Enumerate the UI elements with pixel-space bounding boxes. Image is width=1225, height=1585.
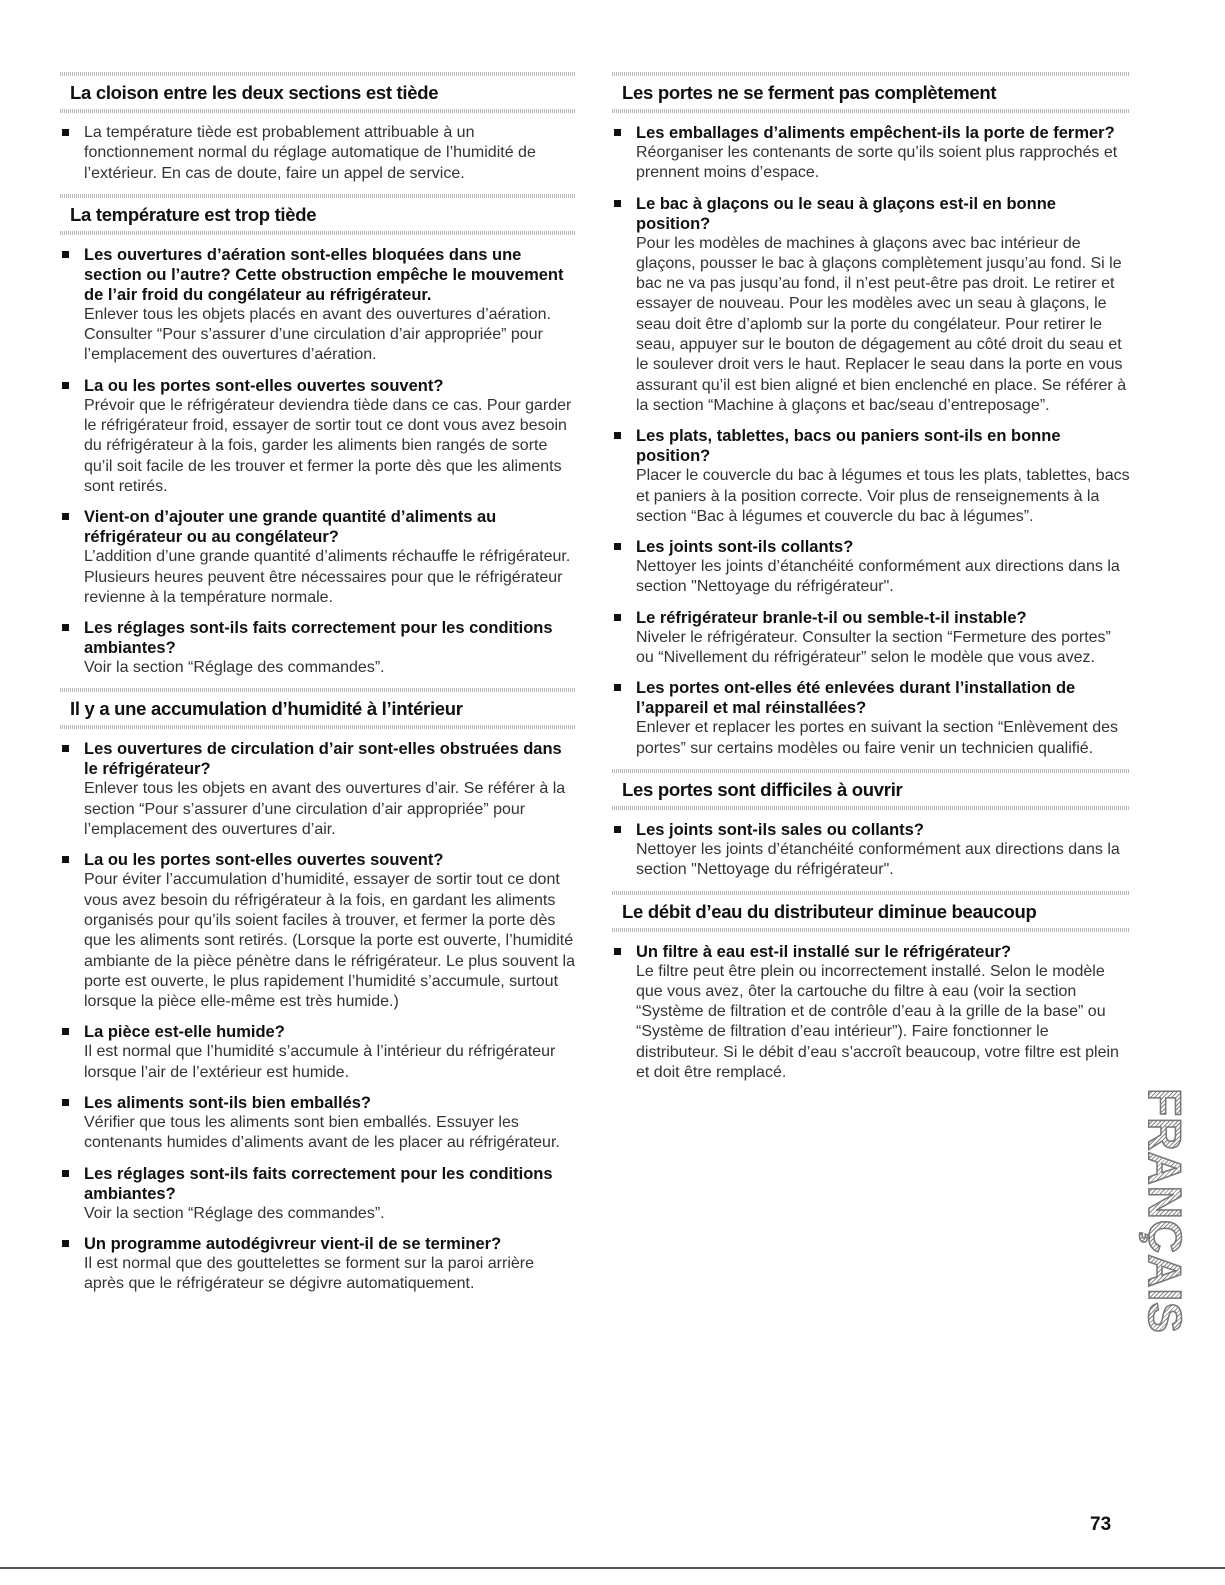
left-column — [60, 72, 575, 1305]
language-tab-label: FRANÇAIS — [1139, 1088, 1192, 1334]
item-answer: Il est normal que l’humidité s’accumule à l’intérieur du réfrigérateur lorsque l’air de l’extérieur est humide. — [84, 1043, 556, 1081]
item-question: Le bac à glaçons ou le seau à glaçons est-il en bonne position? — [636, 194, 1056, 233]
item-question: Le réfrigérateur branle-t-il ou semble-t-il instable? — [636, 608, 1027, 627]
item-question: Les ouvertures de circulation d’air sont-elles obstruées dans le réfrigérateur? — [84, 740, 562, 779]
square-bullet-icon — [62, 1170, 69, 1177]
list-item — [60, 245, 575, 366]
list-item — [612, 537, 1130, 598]
square-bullet-icon — [614, 432, 621, 439]
list-item — [612, 678, 1130, 759]
item-question: La ou les portes sont-elles ouvertes souvent? — [84, 376, 444, 395]
item-question: Les emballages d’aliments empêchent-ils la porte de fermer? — [636, 124, 1115, 142]
list-item — [60, 1164, 575, 1224]
item-answer: L’addition d’une grande quantité d’aliments réchauffe le réfrigérateur. Plusieurs heures peuvent être nécessaires pour que le réfrigérateur revienne à la température normale. — [84, 548, 571, 606]
troubleshooting-section — [612, 891, 1130, 1084]
item-question: La pièce est-elle humide? — [84, 1023, 285, 1042]
right-column — [612, 72, 1130, 1093]
section-header — [612, 769, 1130, 810]
section-title: La température est trop tiède — [70, 203, 317, 225]
item-answer: Pour les modèles de machines à glaçons avec bac intérieur de glaçons, pousser le bac à glaçons complètement jusqu’au fond. Si le bac ne va pas jusqu’au fond, il n’est peut-être pas droit. Le retirer et essayer de nouveau. Pour les modèles avec un seau à glaçons, le seau doit être d’aplomb sur la porte du congélateur. Pour retirer le seau, appuyer sur le bouton de dégagement au côté droit du seau et le soulever droit vers le haut. Replacer le seau dans la porte en vous assurant qu’il est bien aligné et bien enclenché en place. Se référer à la section “Machine à glaçons et bac/seau d’entreposage”. — [636, 234, 1127, 414]
troubleshooting-section — [612, 769, 1130, 881]
square-bullet-icon — [614, 129, 621, 136]
square-bullet-icon — [62, 513, 69, 520]
item-question: Les plats, tablettes, bacs ou paniers sont-ils en bonne position? — [636, 427, 1061, 466]
square-bullet-icon — [614, 684, 621, 691]
item-question: Les joints sont-ils collants? — [636, 538, 854, 557]
list-item — [60, 739, 575, 840]
item-answer: Il est normal que des gouttelettes se forment sur la paroi arrière après que le réfrigérateur se dégivre automatiquement. — [84, 1254, 534, 1293]
troubleshooting-section — [612, 72, 1130, 759]
list-item — [60, 618, 575, 678]
troubleshooting-section — [60, 688, 575, 1294]
list-item — [60, 123, 575, 184]
list-item — [60, 507, 575, 608]
list-item — [612, 123, 1130, 184]
square-bullet-icon — [614, 614, 621, 621]
list-item — [612, 194, 1130, 417]
item-answer: Prévoir que le réfrigérateur deviendra tiède dans ce cas. Pour garder le réfrigérateur froid, essayer de sortir tout ce dont vous avez besoin du réfrigérateur à la fois, garder les aliments bien rangés de sorte qu’il soit facile de les trouver et fermer la porte dès que les aliments sont retirés. — [84, 396, 572, 495]
square-bullet-icon — [614, 200, 621, 207]
page-number: 73 — [1090, 1514, 1112, 1535]
section-title: Les portes sont difficiles à ouvrir — [622, 778, 903, 800]
square-bullet-icon — [62, 624, 69, 631]
item-question: La ou les portes sont-elles ouvertes souvent? — [84, 851, 444, 870]
troubleshooting-section — [60, 72, 575, 184]
list-item — [612, 426, 1130, 527]
troubleshooting-section — [60, 194, 575, 679]
item-answer: Réorganiser les contenants de sorte qu’ils soient plus rapprochés et prennent moins d’espace. — [636, 144, 1118, 182]
square-bullet-icon — [62, 856, 69, 863]
item-answer: Pour éviter l’accumulation d’humidité, essayer de sortir tout ce dont vous avez besoin du réfrigérateur à la fois, en gardant les aliments organisés pour qu’ils soient faciles à trouver, et fermer la porte dès que les aliments sont retirés. (Lorsque la porte est ouverte, l’humidité ambiante de la pièce pénètre dans le réfrigérateur. Le plus souvent la porte est ouverte, le plus rapidement l’humidité s’accumule, surtout lorsque la pièce elle-même est très humide.) — [84, 871, 575, 1011]
section-title: Le débit d’eau du distributeur diminue beaucoup — [622, 900, 1037, 922]
item-question: Les aliments sont-ils bien emballés? — [84, 1094, 372, 1113]
square-bullet-icon — [62, 251, 69, 258]
list-item — [60, 850, 575, 1012]
item-question: Un programme autodégivreur vient-il de se terminer? — [84, 1234, 502, 1253]
item-question: Un filtre à eau est-il installé sur le réfrigérateur? — [636, 942, 1012, 961]
square-bullet-icon — [62, 1240, 69, 1247]
item-question: Les réglages sont-ils faits correctement pour les conditions ambiantes? — [84, 619, 553, 658]
square-bullet-icon — [62, 1028, 69, 1035]
square-bullet-icon — [62, 745, 69, 752]
item-question: Les réglages sont-ils faits correctement pour les conditions ambiantes? — [84, 1164, 553, 1203]
list-item — [60, 1022, 575, 1083]
section-header — [60, 194, 575, 235]
item-answer: Enlever tous les objets placés en avant des ouvertures d’aération. Consulter “Pour s’assurer d’une circulation d’air appropriée” pour l’emplacement des ouvertures d’aération. — [84, 305, 551, 364]
section-header — [60, 688, 575, 729]
square-bullet-icon — [614, 826, 621, 833]
section-title: Les portes ne se ferment pas complètement — [622, 82, 997, 103]
item-answer: Le filtre peut être plein ou incorrectement installé. Selon le modèle que vous avez, ôter la cartouche du filtre à eau (voir la section “Système de filtration et de contrôle d’eau à la grille de la base” ou “Système de filtration d’eau intérieur”). Faire fonctionner le distributeur. Si le débit d’eau s’accroît beaucoup, votre filtre est plein et doit être remplacé. — [636, 962, 1119, 1082]
item-answer: Voir la section “Réglage des commandes”. — [84, 659, 385, 677]
list-item — [612, 608, 1130, 669]
bottom-rule — [0, 1567, 1225, 1569]
square-bullet-icon — [614, 948, 621, 955]
square-bullet-icon — [62, 129, 69, 136]
item-question: Vient-on d’ajouter une grande quantité d’aliments au réfrigérateur ou au congélateur? — [84, 508, 497, 547]
item-answer: Niveler le réfrigérateur. Consulter la section “Fermeture des portes” ou “Nivellement du réfrigérateur” selon le modèle que vous avez. — [636, 628, 1111, 667]
square-bullet-icon — [62, 1099, 69, 1106]
item-answer: Voir la section “Réglage des commandes”. — [84, 1204, 385, 1222]
list-item — [612, 942, 1130, 1084]
item-answer: Nettoyer les joints d’étanchéité conformément aux directions dans la section "Nettoyage du réfrigérateur". — [636, 558, 1120, 596]
section-title: La cloison entre les deux sections est tiède — [70, 82, 439, 103]
item-answer: Enlever et replacer les portes en suivant la section “Enlèvement des portes” sur certains modèles ou faire venir un technicien qualifié. — [636, 719, 1119, 757]
list-item — [60, 1093, 575, 1154]
item-answer: Enlever tous les objets en avant des ouvertures d’air. Se référer à la section “Pour s’assurer d’une circulation d’air appropriée” pour l’emplacement des ouvertures d’air. — [84, 780, 566, 839]
item-answer: Placer le couvercle du bac à légumes et tous les plats, tablettes, bacs et paniers à la position correcte. Voir plus de renseignements à la section “Bac à légumes et couvercle du bac à légumes”. — [636, 467, 1130, 525]
item-answer: Nettoyer les joints d’étanchéité conformément aux directions dans la section "Nettoyage du réfrigérateur". — [636, 840, 1120, 879]
language-tab — [1139, 1080, 1192, 1342]
item-answer: Vérifier que tous les aliments sont bien emballés. Essuyer les contenants humides d’aliments avant de les placer au réfrigérateur. — [84, 1114, 560, 1152]
list-item — [612, 820, 1130, 881]
section-header — [612, 72, 1130, 113]
item-answer: La température tiède est probablement attribuable à un fonctionnement normal du réglage automatique de l’humidité de l’extérieur. En cas de doute, faire un appel de service. — [84, 124, 536, 182]
item-question: Les joints sont-ils sales ou collants? — [636, 820, 924, 839]
section-title: Il y a une accumulation d’humidité à l’intérieur — [70, 698, 463, 720]
item-question: Les portes ont-elles été enlevées durant l’installation de l’appareil et mal réinstallées? — [636, 679, 1076, 718]
item-question: Les ouvertures d’aération sont-elles bloquées dans une section ou l’autre? Cette obstruction empêche le mouvement de l’air froid du congélateur au réfrigérateur. — [84, 245, 564, 304]
square-bullet-icon — [62, 382, 69, 389]
section-header — [60, 72, 575, 113]
square-bullet-icon — [614, 543, 621, 550]
list-item — [60, 376, 575, 497]
list-item — [60, 1234, 575, 1295]
section-header — [612, 891, 1130, 932]
